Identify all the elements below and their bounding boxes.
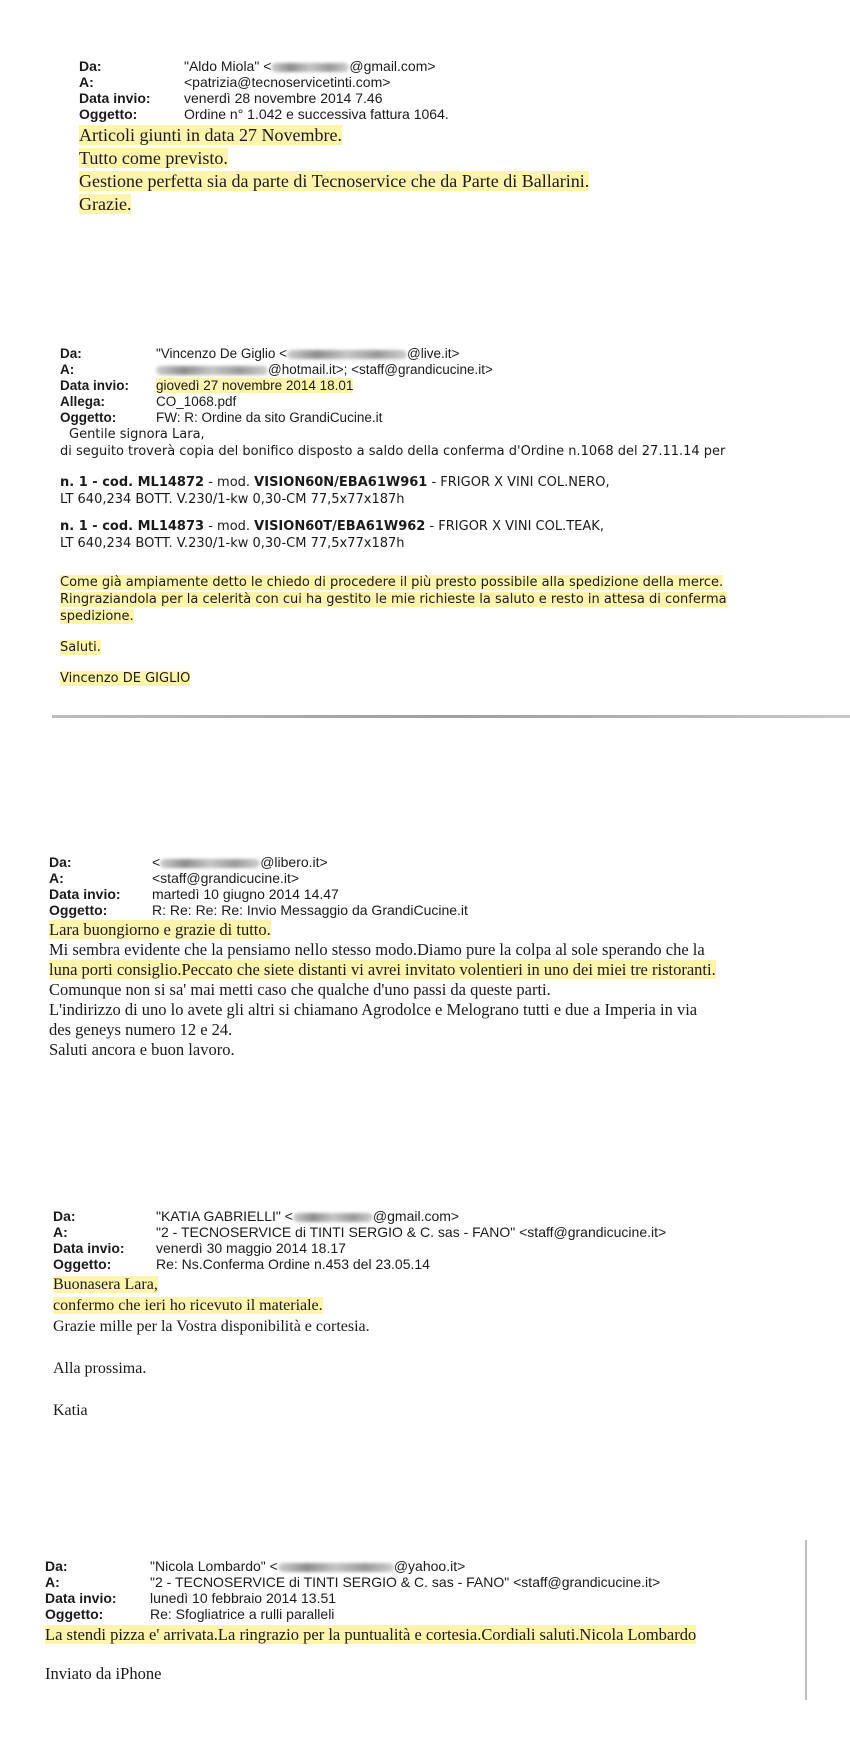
redacted-address xyxy=(287,350,407,359)
signature: Vincenzo DE GIGLIO xyxy=(60,671,191,686)
date-value: martedì 10 giugno 2014 14.47 xyxy=(152,886,339,902)
to-label: A: xyxy=(45,1574,60,1590)
subject-label: Oggetto: xyxy=(60,410,117,425)
date-label: Data invio: xyxy=(60,378,130,393)
body-line: luna porti consiglio.Peccato che siete distanti vi avrei invitato volentieri in uno dei miei tre ristoranti. xyxy=(49,960,716,979)
closing-line: spedizione. xyxy=(60,609,134,624)
from-value: "Aldo Miola" < @gmail.com> xyxy=(184,58,436,74)
body-line: Comunque non si sa' mai metti caso che qualche d'uno passi da queste parti. xyxy=(49,980,551,999)
separator-line xyxy=(52,715,850,718)
redacted-address xyxy=(160,859,260,868)
date-label: Data invio: xyxy=(45,1590,117,1606)
redacted-address xyxy=(293,1213,373,1222)
email-body xyxy=(49,920,716,1060)
date-value: venerdì 28 novembre 2014 7.46 xyxy=(184,90,383,106)
email-katia-gabrielli xyxy=(53,1208,666,1421)
email-nicola-lombardo xyxy=(45,1558,696,1684)
body-line: Grazie mille per la Vostra disponibilità e cortesia. xyxy=(53,1318,370,1335)
body-line: Articoli giunti in data 27 Novembre. xyxy=(79,125,342,145)
product-item: n. 1 - cod. ML14872 - mod. VISION60N/EBA61W961 - FRIGOR X VINI COL.NERO, LT 640,234 BOTT. V.230/1-kw 0,30-CM 77,5x77x187h xyxy=(60,475,610,507)
closing-line: Alla prossima. xyxy=(53,1360,147,1377)
body-line: Gestione perfetta sia da parte di Tecnoservice che da Parte di Ballarini. xyxy=(79,171,590,191)
email-vincenzo-de-giglio xyxy=(60,346,727,687)
subject-value: Ordine n° 1.042 e successiva fattura 1064. xyxy=(184,106,449,122)
body-line: Grazie. xyxy=(79,194,132,214)
closing-line: Come già ampiamente detto le chiedo di procedere il più presto possibile alla spedizione della merce. xyxy=(60,575,724,590)
to-label: A: xyxy=(60,362,75,377)
to-label: A: xyxy=(53,1224,68,1240)
from-value: "Nicola Lombardo" < @yahoo.it> xyxy=(150,1558,466,1574)
attachment-link[interactable]: CO_1068.pdf xyxy=(156,394,237,409)
greeting: Gentile signora Lara, xyxy=(69,427,205,442)
product-item: n. 1 - cod. ML14873 - mod. VISION60T/EBA61W962 - FRIGOR X VINI COL.TEAK, LT 640,234 BOTT. V.230/1-kw 0,30-CM 77,5x77x187h xyxy=(60,519,604,551)
email-header xyxy=(45,1558,696,1622)
date-label: Data invio: xyxy=(49,886,121,902)
email-body xyxy=(45,1624,696,1684)
to-value: "2 - TECNOSERVICE di TINTI SERGIO & C. sas - FANO" <staff@grandicucine.it> xyxy=(156,1224,667,1240)
to-value: "2 - TECNOSERVICE di TINTI SERGIO & C. sas - FANO" <staff@grandicucine.it> xyxy=(150,1574,661,1590)
from-value: "Vincenzo De Giglio < @live.it> xyxy=(156,346,460,361)
subject-value: Re: Ns.Conferma Ordine n.453 del 23.05.14 xyxy=(156,1256,430,1272)
email-libero xyxy=(49,854,716,1060)
to-value: <staff@grandicucine.it> xyxy=(152,870,300,886)
date-label: Data invio: xyxy=(79,90,151,106)
body-line: Buonasera Lara, xyxy=(53,1276,158,1293)
body-line: La stendi pizza e' arrivata.La ringrazio per la puntualità e cortesia.Cordiali saluti.Nicola Lombardo xyxy=(45,1625,697,1644)
date-label: Data invio: xyxy=(53,1240,125,1256)
subject-label: Oggetto: xyxy=(53,1256,112,1272)
redacted-address xyxy=(156,366,268,375)
email-aldo-miola xyxy=(79,58,589,216)
subject-label: Oggetto: xyxy=(79,106,138,122)
body-line: confermo che ieri ho ricevuto il materiale. xyxy=(53,1297,323,1314)
footer-line: Inviato da iPhone xyxy=(45,1664,162,1683)
subject-value: Re: Sfogliatrice a rulli paralleli xyxy=(150,1606,335,1622)
to-label: A: xyxy=(79,74,94,90)
from-label: Da: xyxy=(60,346,82,361)
email-header xyxy=(53,1208,666,1272)
date-value: venerdì 30 maggio 2014 18.17 xyxy=(156,1240,346,1256)
date-value: giovedì 27 novembre 2014 18.01 xyxy=(156,378,354,393)
to-label: A: xyxy=(49,870,64,886)
signature: Katia xyxy=(53,1402,88,1419)
from-label: Da: xyxy=(45,1558,68,1574)
email-body xyxy=(60,426,727,687)
email-body xyxy=(79,124,589,216)
email-header xyxy=(60,346,727,426)
from-label: Da: xyxy=(49,854,72,870)
body-line: Mi sembra evidente che la pensiamo nello stesso modo.Diamo pure la colpa al sole sperando che la xyxy=(49,940,705,959)
redacted-address xyxy=(278,1563,394,1572)
body-line: des geneys numero 12 e 24. xyxy=(49,1020,233,1039)
body-line: Saluti ancora e buon lavoro. xyxy=(49,1040,235,1059)
subject-value: FW: R: Ordine da sito GrandiCucine.it xyxy=(156,410,383,425)
subject-label: Oggetto: xyxy=(49,902,108,918)
scan-edge-line xyxy=(805,1540,807,1700)
body-line: Tutto come previsto. xyxy=(79,148,228,168)
attach-label: Allega: xyxy=(60,394,106,409)
email-header xyxy=(49,854,716,918)
from-value: < @libero.it> xyxy=(152,854,328,870)
email-header xyxy=(79,58,589,122)
subject-value: R: Re: Re: Re: Invio Messaggio da GrandiCucine.it xyxy=(152,902,468,918)
to-value: @hotmail.it>; <staff@grandicucine.it> xyxy=(156,362,727,378)
email-body xyxy=(53,1274,666,1421)
body-line: Lara buongiorno e grazie di tutto. xyxy=(49,920,271,939)
closing-line: Ringraziandola per la celerità con cui ha gestito le mie richieste la saluto e resto in attesa di conferma xyxy=(60,592,727,607)
to-value: <patrizia@tecnoservicetinti.com> xyxy=(184,74,391,90)
from-value: "KATIA GABRIELLI" < @gmail.com> xyxy=(156,1208,460,1224)
redacted-address xyxy=(271,63,349,72)
body-line: L'indirizzo di uno lo avete gli altri si chiamano Agrodolce e Melograno tutti e due a Imperia in via xyxy=(49,1000,698,1019)
date-value: lunedì 10 febbraio 2014 13.51 xyxy=(150,1590,337,1606)
intro-line: di seguito troverà copia del bonifico disposto a saldo della conferma d'Ordine n.1068 del 27.11.14 per xyxy=(60,444,726,459)
from-label: Da: xyxy=(53,1208,76,1224)
salute: Saluti. xyxy=(60,640,101,655)
subject-label: Oggetto: xyxy=(45,1606,104,1622)
from-label: Da: xyxy=(79,58,102,74)
